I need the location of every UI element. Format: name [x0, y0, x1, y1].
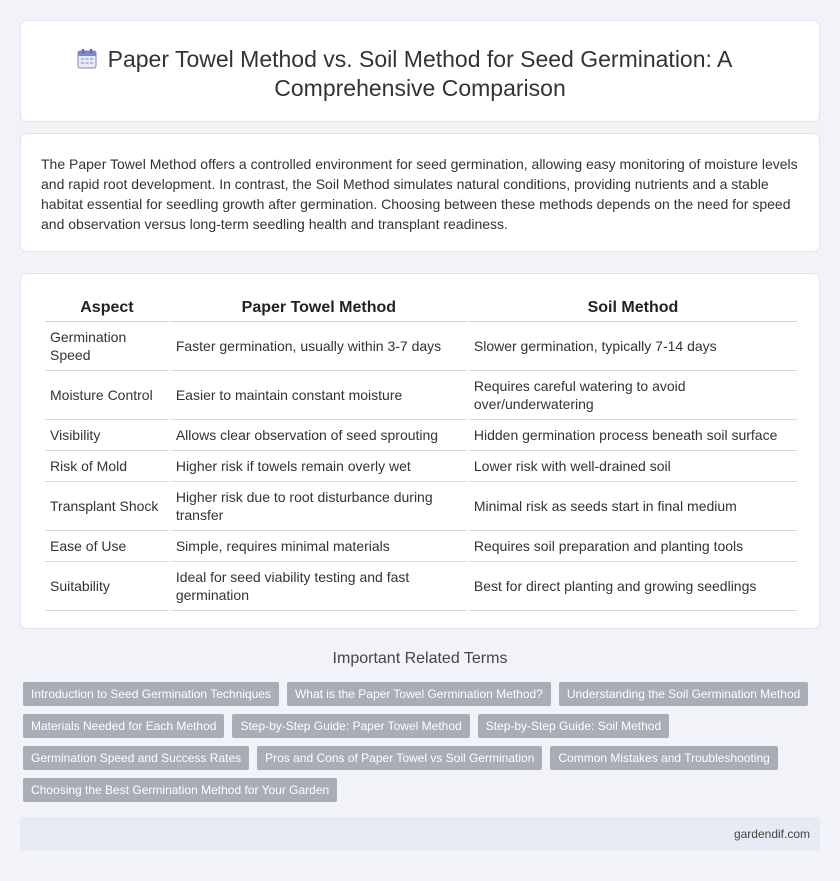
intro-text: The Paper Towel Method offers a controlled environment for seed germination, allowing easy monitoring of moisture levels and rapid root development. In contrast, the Soil Method simulates natural conditions, providing nutrients and a stable habitat essential for seedling growth after germination. Choosing between these methods depends on the need for speed and observation versus long-term seedling health and transplant readiness. — [41, 156, 798, 232]
soil-cell: Requires careful watering to avoid over/underwatering — [469, 371, 797, 420]
related-term-link[interactable]: Introduction to Seed Germination Techniques — [23, 682, 279, 706]
related-term-link[interactable]: Understanding the Soil Germination Method — [559, 682, 808, 706]
related-term-link[interactable]: Materials Needed for Each Method — [23, 714, 224, 738]
title-card — [20, 20, 820, 122]
soil-cell: Hidden germination process beneath soil surface — [469, 420, 797, 451]
aspect-cell: Germination Speed — [45, 322, 169, 371]
header-soil: Soil Method — [469, 294, 797, 322]
paper-towel-cell: Higher risk due to root disturbance during transfer — [171, 482, 467, 531]
intro-card — [20, 133, 820, 252]
soil-cell: Minimal risk as seeds start in final medium — [469, 482, 797, 531]
paper-towel-cell: Allows clear observation of seed sprouting — [171, 420, 467, 451]
aspect-cell: Transplant Shock — [45, 482, 169, 531]
related-term-link[interactable]: What is the Paper Towel Germination Method? — [287, 682, 551, 706]
table-row — [45, 482, 797, 531]
table-row — [45, 451, 797, 482]
related-term-link[interactable]: Germination Speed and Success Rates — [23, 746, 249, 770]
comparison-card — [20, 273, 820, 629]
table-row — [45, 322, 797, 371]
table-header-row — [45, 294, 797, 322]
related-terms-title: Important Related Terms — [332, 650, 508, 667]
paper-towel-cell: Ideal for seed viability testing and fast germination — [171, 562, 467, 611]
table-row — [45, 531, 797, 562]
soil-cell: Best for direct planting and growing seedlings — [469, 562, 797, 611]
header-aspect: Aspect — [45, 294, 169, 322]
soil-cell: Slower germination, typically 7-14 days — [469, 322, 797, 371]
paper-towel-cell: Easier to maintain constant moisture — [171, 371, 467, 420]
aspect-cell: Ease of Use — [45, 531, 169, 562]
table-row — [45, 420, 797, 451]
related-term-link[interactable]: Choosing the Best Germination Method for Your Garden — [23, 778, 337, 802]
calendar-icon — [76, 48, 98, 70]
related-term-link[interactable]: Common Mistakes and Troubleshooting — [550, 746, 777, 770]
related-terms-list — [23, 682, 823, 802]
footer — [20, 817, 820, 850]
aspect-cell: Moisture Control — [45, 371, 169, 420]
related-term-link[interactable]: Step-by-Step Guide: Paper Towel Method — [232, 714, 469, 738]
soil-cell: Requires soil preparation and planting tools — [469, 531, 797, 562]
aspect-cell: Visibility — [45, 420, 169, 451]
related-term-link[interactable]: Pros and Cons of Paper Towel vs Soil Germination — [257, 746, 542, 770]
soil-cell: Lower risk with well-drained soil — [469, 451, 797, 482]
paper-towel-cell: Faster germination, usually within 3-7 days — [171, 322, 467, 371]
aspect-cell: Suitability — [45, 562, 169, 611]
header-paper-towel: Paper Towel Method — [171, 294, 467, 322]
table-row — [45, 371, 797, 420]
paper-towel-cell: Simple, requires minimal materials — [171, 531, 467, 562]
aspect-cell: Risk of Mold — [45, 451, 169, 482]
paper-towel-cell: Higher risk if towels remain overly wet — [171, 451, 467, 482]
comparison-table — [43, 294, 799, 611]
page-title: Paper Towel Method vs. Soil Method for Seed Germination: A Comprehensive Comparison — [107, 46, 733, 101]
table-row — [45, 562, 797, 611]
related-term-link[interactable]: Step-by-Step Guide: Soil Method — [478, 714, 669, 738]
footer-site[interactable]: gardendif.com — [733, 827, 810, 841]
